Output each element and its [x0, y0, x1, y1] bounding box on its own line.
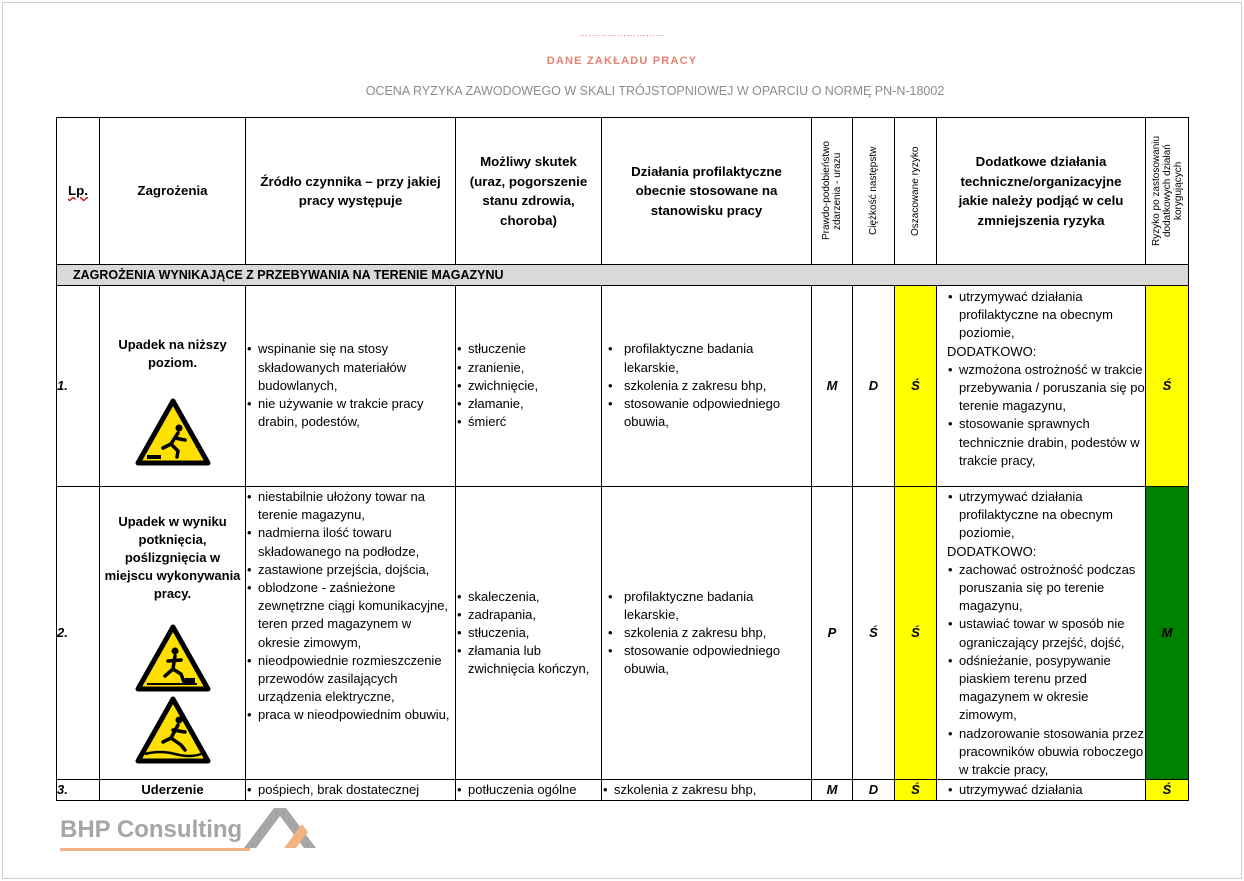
list-item: • stosowanie sprawnych technicznie drabin, podestów w trakcie pracy, — [947, 415, 1145, 470]
effect-cell — [456, 286, 602, 487]
severity-value: D — [853, 780, 895, 801]
slip-hazard-warning-icon — [135, 696, 211, 764]
hazard-cell — [100, 286, 246, 487]
row-number: 1. — [57, 286, 100, 487]
col-header-residual: Ryzyko po zastosowaniu dodatkowych działań korygujących — [1146, 118, 1189, 265]
probability-value: M — [812, 780, 853, 801]
col-header-hazard: Zagrożenia — [100, 118, 246, 265]
additional-label: DODATKOWO: — [947, 343, 1037, 359]
list-item: • stosowanie odpowiedniego obuwia, — [602, 395, 811, 431]
list-item: • oblodzone - zaśnieżone zewnętrzne ciągi komunikacyjne, teren przed magazynem w okresie zimowym, — [246, 579, 455, 652]
list-item: • nie używanie w trakcie pracy drabin, podestów, — [246, 395, 455, 431]
list-item: • skaleczenia, — [456, 588, 601, 606]
table-row — [57, 487, 1189, 780]
list-item: • zranienie, — [456, 359, 601, 377]
list-item: • złamania lub zwichnięcia kończyn, — [456, 642, 601, 678]
table-header-row — [57, 118, 1189, 265]
additional-actions-cell — [937, 487, 1146, 780]
residual-risk-value: Ś — [1146, 780, 1189, 801]
list-item: • nieodpowiednie rozmieszczenie przewodów zasilających urządzenia elektryczne, — [246, 652, 455, 707]
list-item: • wspinanie się na stosy składowanych materiałów budowlanych, — [246, 340, 455, 395]
col-header-probability: Prawdo-podobieństwo zdarzenia - urazu — [812, 118, 853, 265]
prevention-cell — [602, 286, 812, 487]
risk-assessment-table — [56, 117, 1189, 801]
additional-label: DODATKOWO: — [947, 543, 1037, 559]
prevention-cell — [602, 487, 812, 780]
list-item: • zastawione przejścia, dojścia, — [246, 561, 455, 579]
source-cell — [246, 780, 456, 801]
list-item: • stłuczenie — [456, 340, 601, 358]
list-item: • niestabilnie ułożony towar na terenie magazynu, — [246, 488, 455, 524]
list-item: • profilaktyczne badania lekarskie, — [602, 340, 811, 376]
row-number: 3. — [57, 780, 100, 801]
list-item: • potłuczenia ogólne — [456, 781, 601, 799]
estimated-risk-value: Ś — [895, 487, 937, 780]
hazard-title: Upadek na niższy poziom. — [118, 336, 227, 370]
company-name: DANE ZAKŁADU PRACY — [546, 55, 698, 67]
col-header-effect: Możliwy skutek (uraz, pogorszenie stanu zdrowia, choroba) — [456, 118, 602, 265]
table-row — [57, 286, 1189, 487]
list-item: • nadmierna ilość towaru składowanego na podłodze, — [246, 524, 455, 560]
list-item: • utrzymywać działania — [947, 781, 1145, 799]
hazard-cell — [100, 487, 246, 780]
list-item: • praca w nieodpowiednim obuwiu, — [246, 706, 455, 724]
additional-actions-cell — [937, 286, 1146, 487]
list-item: • stłuczenia, — [456, 624, 601, 642]
logo-underline — [60, 848, 250, 851]
bhp-consulting-logo — [60, 804, 330, 852]
prevention-cell — [602, 780, 812, 801]
hazard-title: Upadek w wyniku potknięcia, poślizgnięcia w miejscu wykonywania pracy. — [104, 513, 241, 602]
effect-cell — [456, 780, 602, 801]
list-item: • stosowanie odpowiedniego obuwia, — [602, 642, 811, 678]
table-row — [57, 780, 1189, 801]
col-header-prevention: Działania profilaktyczne obecnie stosowane na stanowisku pracy — [602, 118, 812, 265]
list-item: • ustawiać towar w sposób nie ograniczający przejść, dojść, — [947, 615, 1145, 651]
additional-actions-cell — [937, 780, 1146, 801]
probability-value: P — [812, 487, 853, 780]
roof-logo-icon — [244, 804, 328, 848]
list-item: • śmierć — [456, 413, 601, 431]
logo-text: BHP Consulting — [60, 816, 243, 843]
list-item: • szkolenia z zakresu bhp, — [602, 624, 811, 642]
list-item: • nadzorowanie stosowania przez pracowników obuwia roboczego w trakcie pracy, — [947, 725, 1145, 780]
section-title: ZAGROŻENIA WYNIKAJĄCE Z PRZEBYWANIA NA TERENIE MAGAZYNU — [57, 265, 1189, 286]
col-header-additional: Dodatkowe działania techniczne/organizacyjne jakie należy podjąć w celu zmniejszenia ryzyka — [937, 118, 1146, 265]
list-item: • pośpiech, brak dostatecznej — [246, 781, 455, 799]
severity-value: Ś — [853, 487, 895, 780]
list-item: • szkolenia z zakresu bhp, — [602, 377, 811, 395]
trip-hazard-warning-icon — [135, 624, 211, 692]
list-item: • wzmożona ostrożność w trakcie przebywania / poruszania się po terenie magazynu, — [947, 361, 1145, 416]
col-header-severity: Ciężkość następstw — [853, 118, 895, 265]
severity-value: D — [853, 286, 895, 487]
source-cell — [246, 286, 456, 487]
list-item: • utrzymywać działania profilaktyczne na obecnym poziomie, — [947, 488, 1145, 543]
estimated-risk-value: Ś — [895, 286, 937, 487]
list-item: • szkolenia z zakresu bhp, — [602, 781, 811, 799]
probability-value: M — [812, 286, 853, 487]
hazard-title: Uderzenie — [100, 780, 246, 801]
list-item: • profilaktyczne badania lekarskie, — [602, 588, 811, 624]
effect-cell — [456, 487, 602, 780]
col-header-estimated: Oszacowane ryzyko — [895, 118, 937, 265]
estimated-risk-value: Ś — [895, 780, 937, 801]
list-item: • zadrapania, — [456, 606, 601, 624]
fall-hazard-warning-icon — [135, 398, 211, 466]
list-item: • złamanie, — [456, 395, 601, 413]
col-header-lp: Lp. — [57, 118, 100, 265]
row-number: 2. — [57, 487, 100, 780]
residual-risk-value: Ś — [1146, 286, 1189, 487]
list-item: • zachować ostrożność podczas poruszania się po terenie magazynu, — [947, 561, 1145, 616]
source-cell — [246, 487, 456, 780]
col-header-source: Źródło czynnika – przy jakiej pracy występuje — [246, 118, 456, 265]
list-item: • zwichnięcie, — [456, 377, 601, 395]
section-row — [57, 265, 1189, 286]
document-title: OCENA RYZYKA ZAWODOWEGO W SKALI TRÓJSTOPNIOWEJ W OPARCIU O NORMĘ PN-N-18002 — [365, 84, 945, 98]
list-item: • odśnieżanie, posypywanie piaskiem terenu przed magazynem w okresie zimowym, — [947, 652, 1145, 725]
residual-risk-value: M — [1146, 487, 1189, 780]
company-placeholder-dots: ……………………… — [579, 28, 665, 38]
list-item: • utrzymywać działania profilaktyczne na obecnym poziomie, — [947, 288, 1145, 343]
